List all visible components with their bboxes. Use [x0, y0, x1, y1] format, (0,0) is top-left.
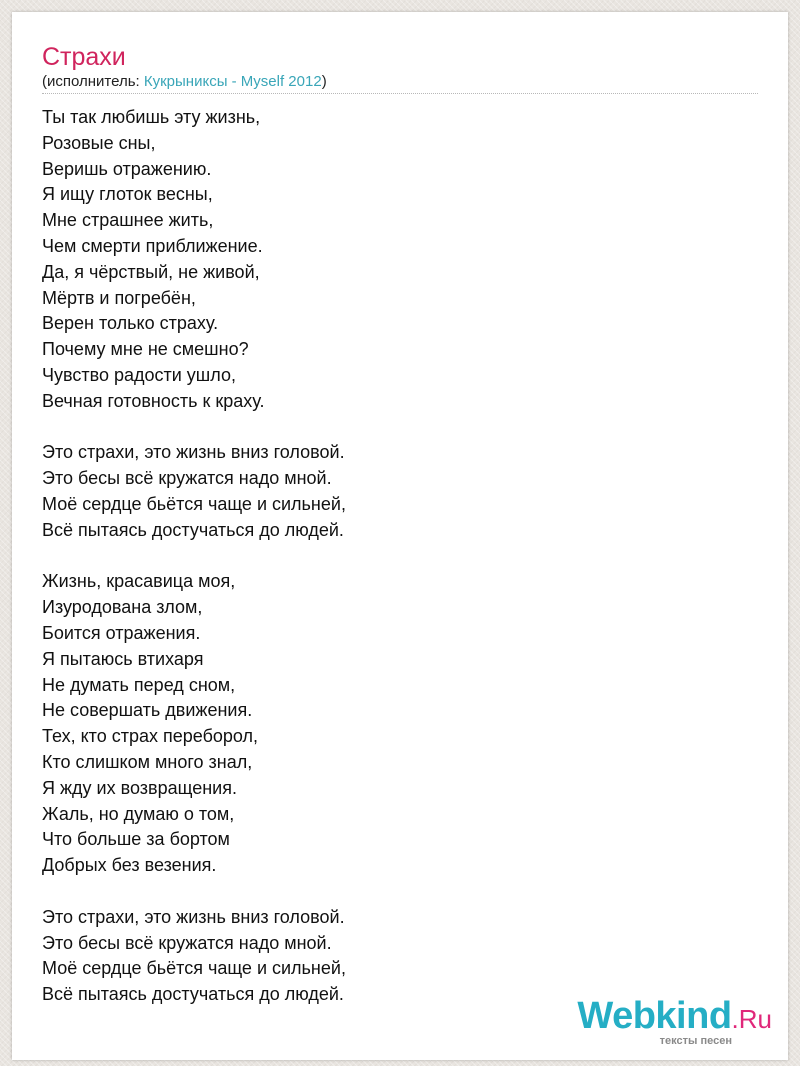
lyrics-line: Не совершать движения.	[42, 700, 253, 721]
lyrics-line: Моё сердце бьётся чаще и сильней,	[42, 493, 346, 514]
lyrics-line: Мёртв и погребён,	[42, 287, 196, 308]
title-divider	[42, 93, 758, 94]
lyrics-text	[42, 105, 346, 1008]
lyrics-line: Чувство радости ушло,	[42, 364, 236, 385]
lyrics-line: Изуродована злом,	[42, 597, 203, 618]
lyrics-line: Это страхи, это жизнь вниз головой.	[42, 442, 345, 463]
lyrics-line: Вечная готовность к краху.	[42, 390, 265, 411]
lyrics-line: Что больше за бортом	[42, 829, 230, 850]
lyrics-line: Кто слишком много знал,	[42, 751, 253, 772]
artist-album-link[interactable]: Кукрыниксы - Myself 2012	[143, 73, 322, 90]
logo-wordmark	[577, 996, 772, 1039]
lyrics-line: Тех, кто страх переборол,	[42, 726, 259, 747]
lyrics-line: Веришь отражению.	[42, 158, 212, 179]
lyrics-line: Моё сердце бьётся чаще и сильней,	[42, 958, 346, 979]
site-logo[interactable]	[577, 996, 772, 1047]
lyrics-line: Ты так любишь эту жизнь,	[42, 107, 261, 127]
credit-prefix: (исполнитель:	[42, 73, 144, 90]
lyrics-line: Верен только страху.	[42, 313, 219, 334]
lyrics-line: Жизнь, красавица моя,	[42, 571, 236, 592]
lyrics-stanza-break	[42, 544, 346, 570]
lyrics-line: Я ищу глоток весны,	[42, 184, 213, 205]
lyrics-line: Я пытаюсь втихаря	[42, 648, 204, 669]
lyrics-stanza-break	[42, 415, 346, 441]
logo-tld: .Ru	[731, 1004, 772, 1034]
lyrics-stanza-break	[42, 879, 346, 905]
lyrics-line: Не думать перед сном,	[42, 674, 236, 695]
lyrics-line: Я жду их возвращения.	[42, 777, 237, 798]
logo-tagline: тексты песен	[659, 1035, 732, 1047]
lyrics-line: Боится отражения.	[42, 622, 201, 643]
lyrics-line: Это бесы всё кружатся надо мной.	[42, 932, 332, 953]
lyrics-line: Это бесы всё кружатся надо мной.	[42, 468, 332, 489]
lyrics-line: Почему мне не смешно?	[42, 339, 249, 360]
lyrics-line: Добрых без везения.	[42, 855, 217, 876]
song-title: Страхи	[42, 43, 126, 71]
lyrics-line: Жаль, но думаю о том,	[42, 803, 235, 824]
lyrics-line: Розовые сны,	[42, 132, 156, 153]
lyrics-line: Всё пытаясь достучаться до людей.	[42, 984, 344, 1005]
credit-suffix: )	[321, 73, 327, 90]
lyrics-line: Это страхи, это жизнь вниз головой.	[42, 906, 345, 927]
lyrics-line: Мне страшнее жить,	[42, 210, 214, 231]
lyrics-line: Да, я чёрствый, не живой,	[42, 261, 260, 282]
lyrics-line: Чем смерти приближение.	[42, 235, 263, 256]
song-credit	[42, 72, 327, 92]
logo-name: Webkind	[577, 995, 732, 1037]
lyrics-line: Всё пытаясь достучаться до людей.	[42, 519, 344, 540]
